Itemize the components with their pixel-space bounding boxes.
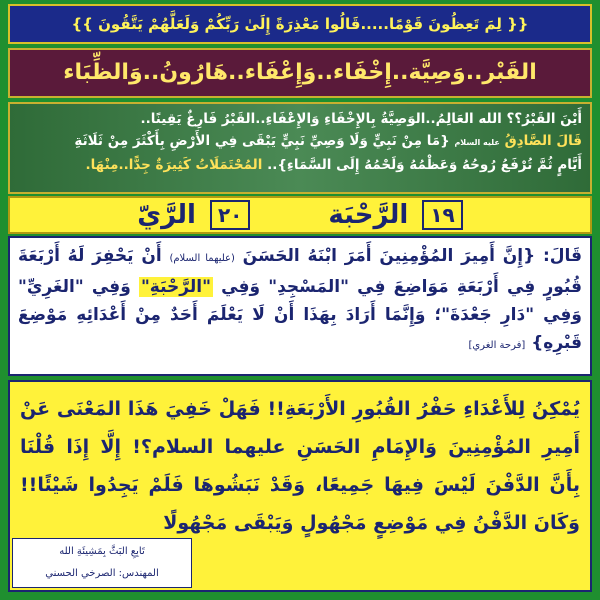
- intro-possibilities: المُحْتَمَلَاتُ كَثِيرَةٌ جِدًّا..مِنْهَا.: [85, 157, 263, 173]
- place-name-2: الرَّيّ: [137, 200, 196, 230]
- quran-verse-text: {{ لِمَ تَعِظُونَ قَوْمًا.....قَالُوا مَعْذِرَةً إِلَىٰ رَبِّكُمْ وَلَعَلَّهُمْ يَتَّقُونَ }}: [71, 15, 529, 33]
- intro-line-3: [18, 154, 582, 176]
- narration-panel: [8, 236, 592, 376]
- signature-box: [12, 538, 192, 588]
- narration-honorific: (عليهما السلام): [169, 253, 235, 264]
- narration-part-2: أَنْ يَحْفِرَ لَهُ أَرْبَعَةَ قُبُورٍ فِي أَرْبَعَةِ مَوَاضِعَ فِي "المَسْجِدِ" وَفِي: [18, 246, 582, 297]
- places-bar: [8, 196, 592, 234]
- signature-line-1: تَابِعِ البَثَّ بِمَشِيئَةِ الله: [59, 546, 145, 557]
- commentary-text: يُمْكِنُ لِلأَعْدَاءِ حَفْرُ القُبُورِ الأَرْبَعَةِ!! فَهَلْ خَفِيَ هَذَا المَعْنَى عَنْ أَمِيرِ المُؤْمِنِينَ وَالإِمَامِ الحَسَنِ عليهما السلام؟! إِلَّا إِذَا قُلْنَا بِأَنَّ الدَّفْنَ لَيْسَ فِيهَا جَمِيعًا، وَقَدْ نَبَشُوهَا فَلَمْ يَجِدُوا شَيْئًا!! وَكَانَ الدَّفْنُ فِي مَوْضِعٍ مَجْهُولٍ وَيَبْقَى مَجْهُولًا: [20, 398, 580, 534]
- intro-hadith-start: {مَا مِنْ نَبِيٍّ وَلَا وَصِيِّ نَبِيٍّ يَبْقَى فِي الأَرْضِ بِأَكْثَرَ مِنْ ثَلَاثَةِ: [74, 133, 450, 149]
- narration-part-3: وَفِي "الغَرِيِّ" وَفِي "دَارِ جَعْدَةَ"؛ وَإِنَّمَا أَرَادَ بِهَذَا أَنْ لَا يَعْلَمَ أَحَدٌ مِنْ أَعْدَائِهِ مَوْضِعَ قَبْرِهِ}: [18, 277, 582, 353]
- quran-verse-banner: [8, 4, 592, 44]
- narration-part-1: قَالَ: {إِنَّ أَمِيرَ المُؤْمِنِينَ أَمَرَ ابْنَهُ الحَسَنَ: [242, 246, 583, 266]
- place-name-1: الرَّحْبَة: [328, 200, 409, 230]
- intro-panel: [8, 102, 592, 194]
- topic-title: القَبْر..وَصِيَّة..إِخْفَاء..وَإِعْفَاء..هَارُونُ..وَالظِّبَاء: [63, 60, 537, 85]
- signature-line-2: المهندس: الصرخي الحسني: [45, 568, 159, 579]
- place-number-2: ٢٠: [210, 200, 250, 230]
- place-number-1: ١٩: [422, 200, 462, 230]
- intro-hadith-end: أَيَّامٍ ثُمَّ تُرْفَعُ رُوحُهُ وَعَظْمُهُ وَلَحْمُهُ إِلَى السَّمَاءِ}..: [267, 157, 582, 173]
- narration-highlight: "الرَّحْبَةِ": [140, 277, 211, 297]
- intro-speaker: قَالَ الصَّادِقُ: [504, 133, 582, 149]
- intro-line-2: [18, 130, 582, 154]
- intro-honorific: عليه السلام: [454, 138, 500, 147]
- topic-title-banner: [8, 48, 592, 98]
- intro-line-1: أَيْنَ القَبْرُ؟؟ الله العَالِمُ..الوَصِيَّةُ بِالإِخْفَاءِ وَالإِعْفَاءِ..القَبْرُ فَارِغٌ يَقِينًا..: [140, 111, 582, 127]
- narration-source: [فرحة الغري]: [468, 340, 526, 351]
